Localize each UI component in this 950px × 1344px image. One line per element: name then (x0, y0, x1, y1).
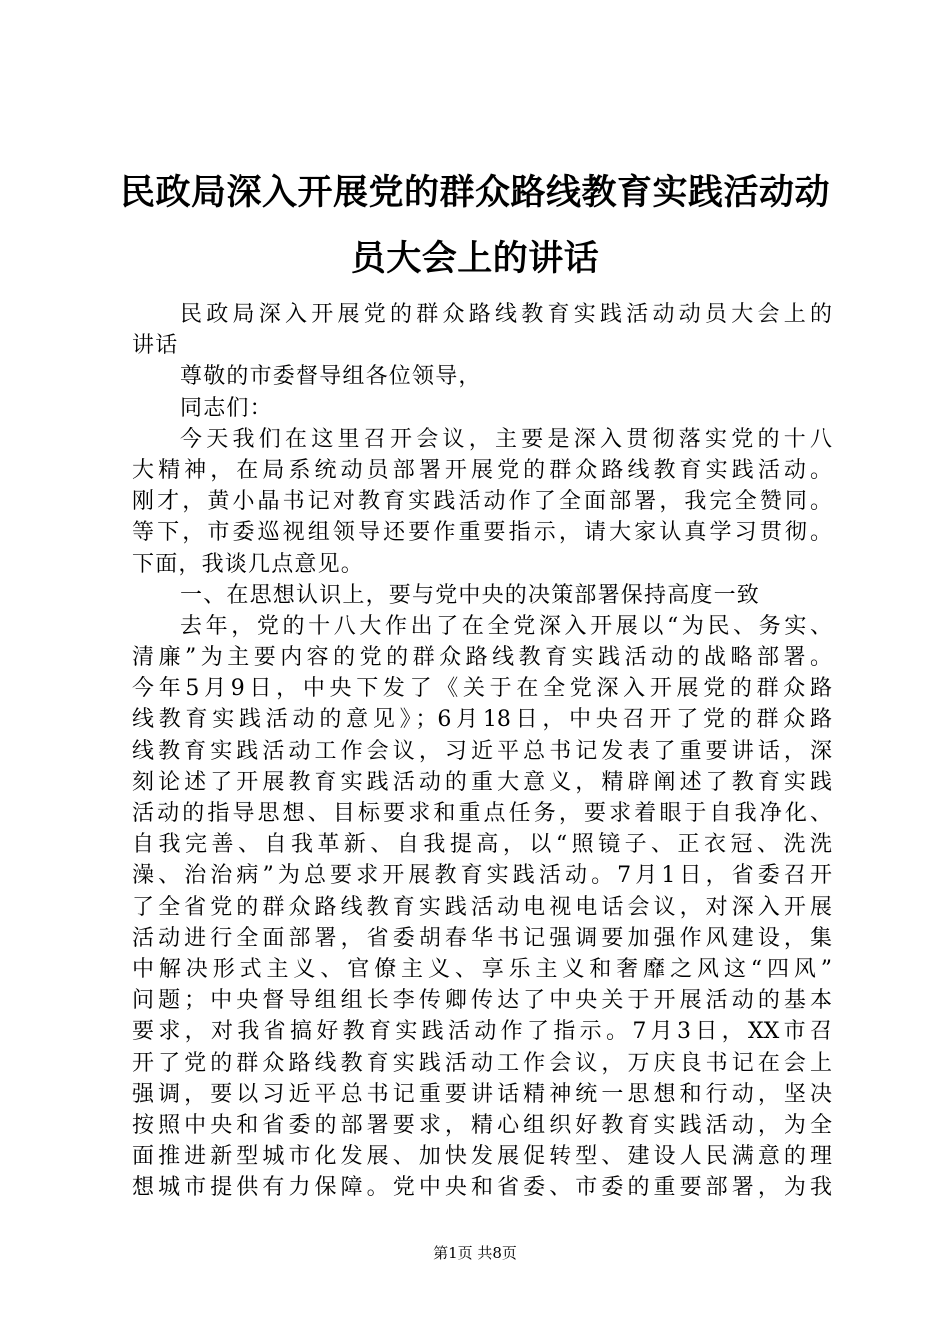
body-text-line: 要求，对我省搞好教育实践活动作了指示。7月3日，XX市召 (132, 1019, 832, 1045)
body-text-line: 按照中央和省委的部署要求，精心组织好教育实践活动，为全 (132, 1112, 832, 1138)
body-text-line: 想城市提供有力保障。党中央和省委、市委的重要部署，为我 (132, 1175, 832, 1201)
document-title (100, 160, 850, 292)
body-text-line: 线教育实践活动的意见》；6月18日，中央召开了党的群众路 (132, 707, 832, 733)
body-text-line: 下面，我谈几点意见。 (132, 551, 365, 577)
body-text-line: 民政局深入开展党的群众路线教育实践活动动员大会上的 (180, 302, 832, 327)
body-text-line: 去年，党的十八大作出了在全党深入开展以“为民、务实、 (180, 613, 832, 639)
body-text-line: 等下，市委巡视组领导还要作重要指示，请大家认真学习贯彻。 (132, 520, 832, 546)
body-text-line: 刚才，黄小晶书记对教育实践活动作了全面部署，我完全赞同。 (132, 489, 832, 515)
body-text-line: 今年5月9日，中央下发了《关于在全党深入开展党的群众路 (132, 676, 832, 702)
body-text-line: 强调，要以习近平总书记重要讲话精神统一思想和行动，坚决 (132, 1081, 832, 1107)
title-line-1: 民政局深入开展党的群众路线教育实践活动动 (119, 173, 830, 213)
body-text-line: 活动的指导思想、目标要求和重点任务，要求着眼于自我净化、 (132, 801, 832, 826)
body-text-line: 澡、治治病”为总要求开展教育实践活动。7月1日，省委召开 (132, 863, 832, 889)
body-text-line: 活动进行全面部署，省委胡春华书记强调要加强作风建设，集 (132, 925, 832, 951)
body-text-line: 大精神，在局系统动员部署开展党的群众路线教育实践活动。 (132, 457, 832, 483)
body-text-line: 一、在思想认识上，要与党中央的决策部署保持高度一致 (180, 582, 761, 608)
body-text-line: 讲话 (132, 333, 179, 359)
body-text-line: 同志们： (180, 395, 273, 421)
body-text-line: 面推进新型城市化发展、加快发展促转型、建设人民满意的理 (132, 1144, 832, 1170)
body-text-line: 清廉”为主要内容的党的群众路线教育实践活动的战略部署。 (132, 645, 832, 671)
body-text-line: 刻论述了开展教育实践活动的重大意义，精辟阐述了教育实践 (132, 769, 832, 795)
body-text-line: 今天我们在这里召开会议，主要是深入贯彻落实党的十八 (180, 426, 832, 452)
body-text-line: 线教育实践活动工作会议，习近平总书记发表了重要讲话，深 (132, 738, 832, 764)
page-footer: 第1页 共8页 (433, 1244, 517, 1262)
body-text-line: 问题；中央督导组组长李传卿传达了中央关于开展活动的基本 (132, 988, 832, 1014)
body-text-line: 中解决形式主义、官僚主义、享乐主义和奢靡之风这“四风” (132, 956, 832, 982)
body-text-line: 尊敬的市委督导组各位领导， (180, 364, 482, 390)
body-text-line: 开了党的群众路线教育实践活动工作会议，万庆良书记在会上 (132, 1050, 832, 1076)
body-text-line: 自我完善、自我革新、自我提高，以“照镜子、正衣冠、洗洗 (132, 832, 832, 858)
title-line-2: 员大会上的讲话 (350, 239, 600, 279)
body-text-line: 了全省党的群众路线教育实践活动电视电话会议，对深入开展 (132, 894, 832, 920)
document-body (132, 299, 832, 1203)
